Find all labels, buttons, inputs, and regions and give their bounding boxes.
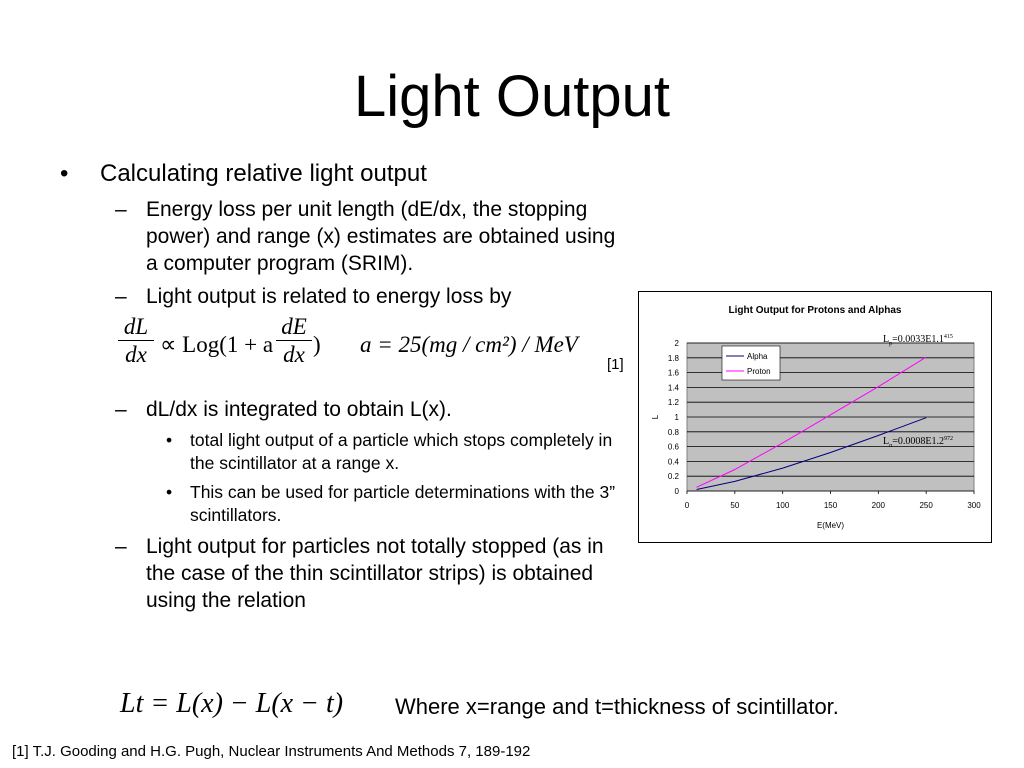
bullet-text: total light output of a particle which stops completely in the scintillator at a range x. — [190, 430, 613, 473]
alpha-fit-annotation: $L_\alpha=0.0008E1.2^{972}$ — [883, 436, 954, 449]
y-tick-label: 2 — [674, 339, 679, 348]
y-axis-label: L — [651, 414, 660, 420]
proportional-log-term: ∝ Log(1 + a — [160, 332, 274, 357]
bullet-level2 — [60, 283, 620, 310]
chart-title: Light Output for Protons and Alphas — [728, 305, 902, 316]
x-tick-label: 50 — [730, 501, 740, 510]
fraction-numerator: dL — [123, 314, 149, 339]
bullet-level3 — [60, 481, 620, 527]
bullet-dot: • — [166, 482, 173, 502]
x-tick-label: 250 — [919, 501, 933, 510]
bullet-text: Calculating relative light output — [100, 160, 427, 187]
bullet-dot: • — [60, 160, 69, 187]
fraction-numerator: dE — [281, 314, 307, 339]
y-tick-label: 1.6 — [667, 368, 679, 378]
y-tick-label: 0.2 — [667, 472, 679, 482]
bullet-text: This can be used for particle determinations with the 3” scintillators. — [190, 482, 616, 525]
dl-dx-fraction — [118, 314, 154, 369]
bullet-level1 — [60, 160, 620, 188]
where-text: Where x=range and t=thickness of scintillator. — [395, 694, 839, 719]
y-tick-label: 0.4 — [667, 457, 679, 467]
bullet-text: Light output is related to energy loss by — [146, 285, 512, 308]
fraction-denominator: dx — [283, 342, 305, 367]
bullet-dot: • — [166, 430, 173, 450]
x-tick-label: 150 — [823, 501, 838, 510]
legend-label: Proton — [747, 367, 771, 376]
bullet-text: dL/dx is integrated to obtain L(x). — [146, 398, 452, 421]
footnote: [1] T.J. Gooding and H.G. Pugh, Nuclear Instruments And Methods 7, 189-192 — [12, 743, 531, 760]
x-tick-label: 300 — [967, 501, 981, 510]
y-tick-label: 0 — [674, 487, 679, 496]
legend-label: Alpha — [747, 352, 768, 361]
proton-fit-annotation: $L_p=0.0033E1.1^{415}$ — [883, 334, 953, 347]
y-tick-label: 1.2 — [667, 398, 679, 408]
bullet-dash: – — [115, 198, 127, 221]
bullet-dash: – — [115, 535, 127, 558]
y-tick-label: 0.6 — [667, 442, 679, 452]
bullet-level3 — [60, 429, 620, 475]
de-dx-fraction — [276, 314, 312, 369]
closing-paren: ) — [313, 332, 321, 357]
y-tick-label: 1.8 — [667, 353, 679, 363]
x-tick-label: 0 — [684, 501, 690, 510]
bullet-text: Energy loss per unit length (dE/dx, the stopping power) and range (x) estimates are obtained using a computer program (SRIM). — [146, 198, 616, 275]
reference-mark: [1] — [607, 356, 624, 373]
slide-title: Light Output — [354, 64, 670, 129]
x-tick-label: 200 — [871, 501, 886, 510]
bullet-level2 — [60, 533, 620, 614]
chart-svg — [639, 292, 991, 542]
light-output-equation — [60, 316, 620, 386]
bullet-dash: – — [115, 398, 127, 421]
bullet-list — [60, 160, 620, 620]
thin-strip-relation — [120, 688, 343, 720]
bullet-level2 — [60, 396, 620, 423]
bullet-level2 — [60, 196, 620, 277]
light-output-chart — [638, 291, 992, 543]
a-definition: a = 25(mg / cm²) / MeV — [360, 332, 578, 357]
x-axis-label: E(MeV) — [816, 521, 845, 530]
bullet-dash: – — [115, 285, 127, 308]
x-tick-label: 100 — [775, 501, 790, 510]
y-tick-label: 1.4 — [667, 383, 679, 393]
y-tick-label: 1 — [674, 413, 679, 422]
fraction-denominator: dx — [125, 342, 147, 367]
y-tick-label: 0.8 — [667, 427, 679, 437]
bullet-text: Light output for particles not totally stopped (as in the case of the thin scintillator strips) is obtained using the relation — [146, 535, 604, 612]
lt-relation: Lt = L(x) − L(x − t) — [120, 688, 344, 719]
